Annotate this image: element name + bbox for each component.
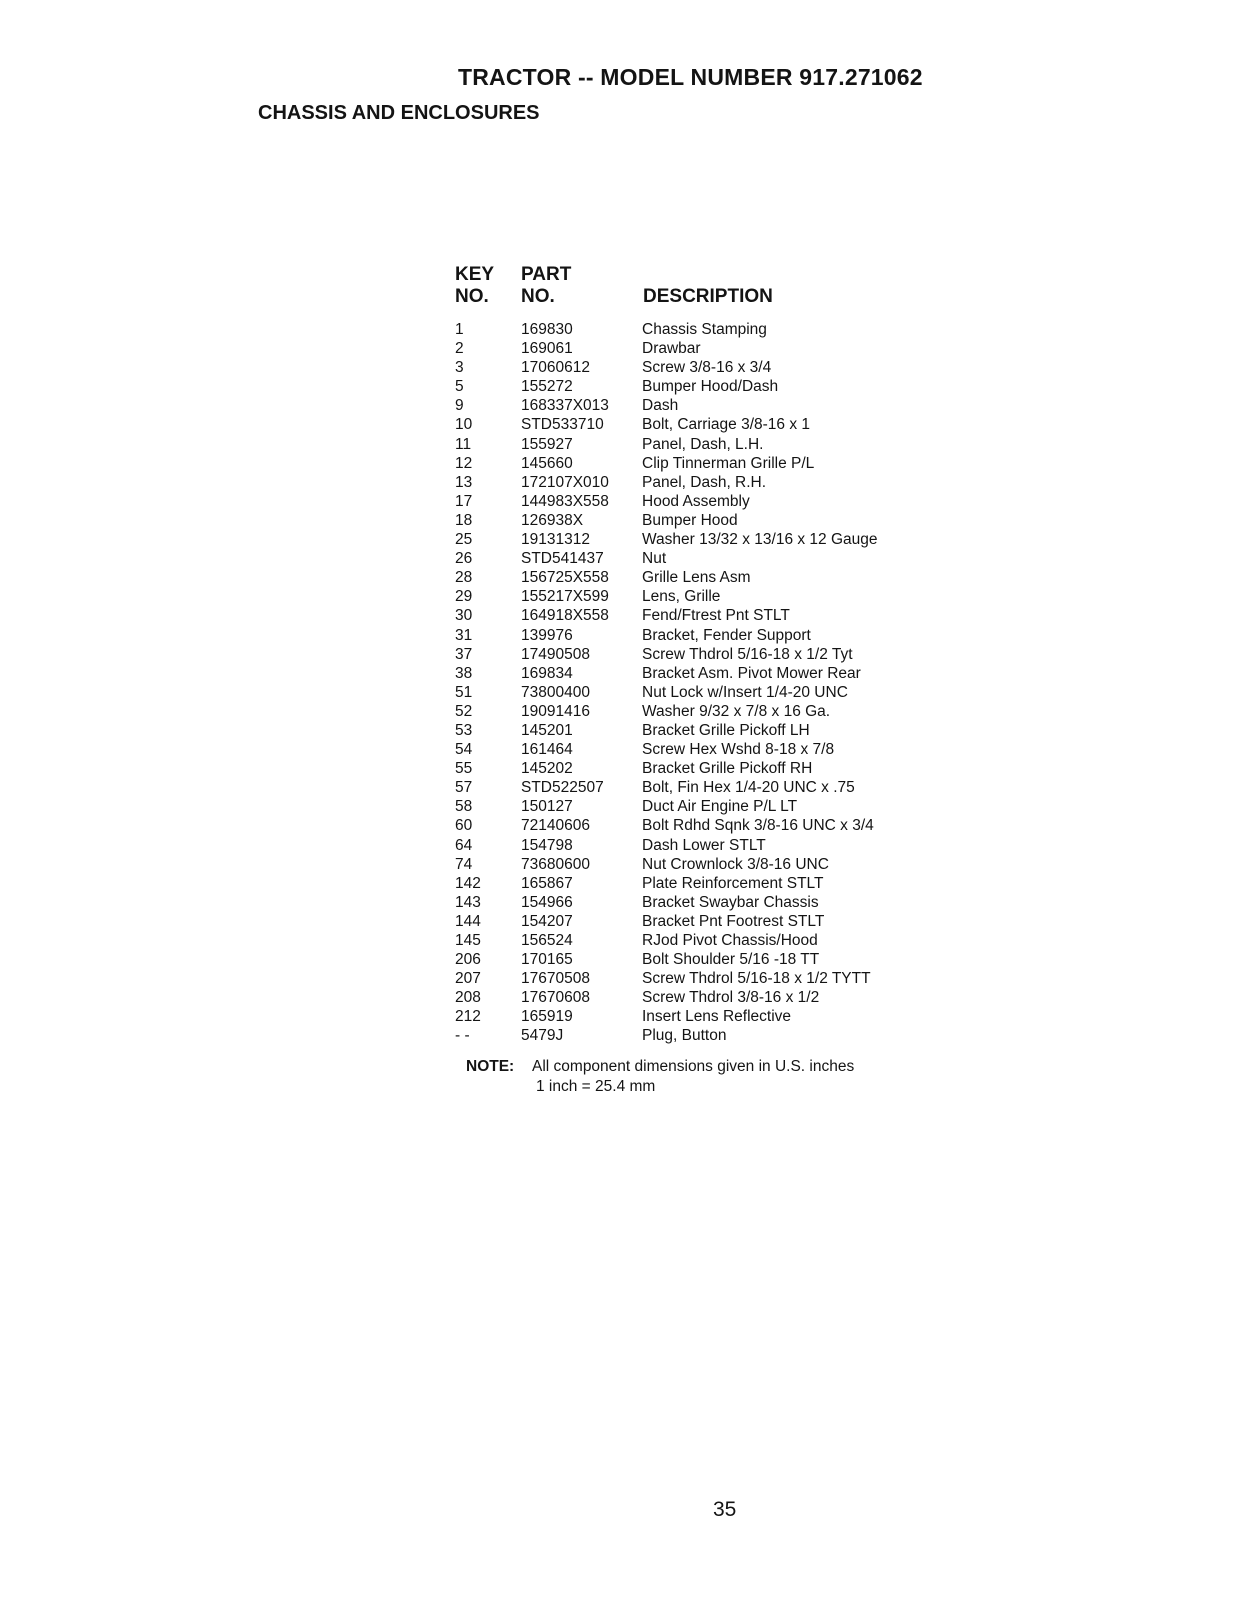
- key-no-cell: 55: [455, 760, 473, 778]
- note-text-line1: All component dimensions given in U.S. inches: [532, 1058, 855, 1075]
- description-cell: Drawbar: [642, 340, 701, 358]
- table-row: [455, 645, 955, 664]
- key-no-cell: 143: [455, 893, 481, 911]
- key-no-cell: 18: [455, 511, 473, 529]
- description-cell: Chassis Stamping: [642, 321, 767, 338]
- part-no-cell: 154798: [521, 836, 573, 854]
- table-row: [455, 320, 955, 339]
- table-row: [455, 874, 955, 893]
- description-cell: Dash Lower STLT: [642, 836, 766, 854]
- part-no-cell: 169830: [521, 321, 573, 338]
- key-no-header: [455, 264, 494, 308]
- description-header: DESCRIPTION: [643, 286, 773, 307]
- part-header-line2: NO.: [521, 286, 555, 307]
- part-no-cell: 139976: [521, 626, 573, 644]
- key-no-cell: 52: [455, 702, 473, 720]
- description-cell: Screw Thdrol 5/16-18 x 1/2 Tyt: [642, 645, 853, 663]
- table-row: [455, 1007, 955, 1026]
- part-no-cell: 17490508: [521, 645, 590, 663]
- description-cell: Clip Tinnerman Grille P/L: [642, 454, 815, 472]
- description-cell: Bracket Grille Pickoff RH: [642, 760, 813, 778]
- page-number: 35: [713, 1498, 737, 1521]
- key-no-cell: 17: [455, 492, 473, 510]
- key-header-line1: KEY: [455, 264, 495, 285]
- table-row: [455, 568, 955, 587]
- table-row: [455, 721, 955, 740]
- description-cell: Bolt, Fin Hex 1/4-20 UNC x .75: [642, 779, 855, 797]
- table-row: [455, 969, 955, 988]
- key-header-line2: NO.: [455, 286, 489, 307]
- description-cell: Insert Lens Reflective: [642, 1008, 792, 1026]
- table-row: [455, 473, 955, 492]
- key-no-cell: 38: [455, 664, 473, 682]
- part-no-cell: 145202: [521, 760, 573, 778]
- table-row: [455, 778, 955, 797]
- key-no-cell: 26: [455, 550, 473, 568]
- key-no-cell: 3: [455, 359, 464, 377]
- table-row: [455, 511, 955, 530]
- part-no-cell: 169061: [521, 340, 573, 358]
- key-no-cell: 13: [455, 473, 473, 491]
- description-cell: Bracket Grille Pickoff LH: [642, 721, 810, 739]
- key-no-cell: 145: [455, 932, 481, 949]
- part-no-cell: 170165: [521, 951, 573, 969]
- section-title: CHASSIS AND ENCLOSURES: [258, 102, 540, 124]
- note-text-line2: 1 inch = 25.4 mm: [536, 1078, 656, 1095]
- table-row: [455, 530, 955, 549]
- part-no-cell: 155217X599: [521, 588, 609, 606]
- part-no-cell: 164918X558: [521, 607, 609, 625]
- part-no-cell: 5479J: [521, 1027, 564, 1045]
- key-no-cell: 11: [455, 435, 472, 453]
- table-header: [455, 264, 955, 314]
- key-no-cell: 25: [455, 531, 473, 549]
- description-cell: Panel, Dash, R.H.: [642, 473, 767, 491]
- key-no-cell: 54: [455, 741, 473, 759]
- description-cell: Bumper Hood: [642, 511, 738, 529]
- table-row: [455, 797, 955, 816]
- key-no-cell: 29: [455, 588, 473, 606]
- key-no-cell: 60: [455, 817, 473, 835]
- description-cell: Plug, Button: [642, 1027, 727, 1045]
- table-row: [455, 759, 955, 778]
- part-no-cell: 145660: [521, 454, 573, 472]
- description-cell: Screw Thdrol 5/16-18 x 1/2 TYTT: [642, 970, 871, 988]
- description-cell: Bracket Asm. Pivot Mower Rear: [642, 664, 861, 682]
- description-cell: Screw Hex Wshd 8-18 x 7/8: [642, 741, 835, 759]
- part-no-cell: 155927: [521, 435, 573, 453]
- description-cell: Grille Lens Asm: [642, 569, 751, 587]
- key-no-cell: 142: [455, 874, 481, 892]
- table-row: [455, 931, 955, 950]
- key-no-cell: - -: [455, 1027, 470, 1045]
- description-cell: Dash: [642, 397, 679, 415]
- key-no-cell: 37: [455, 645, 473, 663]
- table-row: [455, 912, 955, 931]
- description-cell: Washer 13/32 x 13/16 x 12 Gauge: [642, 531, 878, 549]
- key-no-cell: 212: [455, 1008, 481, 1026]
- key-no-cell: 57: [455, 779, 473, 797]
- description-cell: Nut Lock w/Insert 1/4-20 UNC: [642, 683, 848, 701]
- description-cell: Bumper Hood/Dash: [642, 378, 779, 396]
- key-no-cell: 58: [455, 798, 473, 816]
- part-no-header: [521, 264, 571, 308]
- part-no-cell: 73800400: [521, 683, 590, 701]
- description-cell: Nut Crownlock 3/8-16 UNC: [642, 855, 829, 873]
- table-row: [455, 549, 955, 568]
- part-no-cell: 19091416: [521, 702, 590, 720]
- part-no-cell: 165867: [521, 874, 573, 892]
- description-cell: Bolt, Carriage 3/8-16 x 1: [642, 416, 811, 434]
- parts-table: [455, 264, 955, 1045]
- table-row: [455, 664, 955, 683]
- description-cell: Screw Thdrol 3/8-16 x 1/2: [642, 989, 820, 1007]
- part-no-cell: STD541437: [521, 550, 604, 568]
- part-no-cell: STD533710: [521, 416, 604, 434]
- part-no-cell: 154966: [521, 893, 573, 911]
- description-cell: Plate Reinforcement STLT: [642, 874, 824, 892]
- key-no-cell: 144: [455, 912, 481, 930]
- table-row: [455, 893, 955, 912]
- key-no-cell: 9: [455, 397, 464, 415]
- description-cell: Washer 9/32 x 7/8 x 16 Ga.: [642, 702, 831, 720]
- key-no-cell: 5: [455, 378, 464, 396]
- table-row: [455, 626, 955, 645]
- part-no-cell: 155272: [521, 378, 573, 396]
- part-no-cell: 172107X010: [521, 473, 609, 491]
- key-no-cell: 64: [455, 836, 473, 854]
- page-title: TRACTOR -- MODEL NUMBER 917.271062: [458, 64, 923, 90]
- table-row: [455, 1026, 955, 1045]
- description-cell: Nut: [642, 550, 667, 568]
- description-cell: RJod Pivot Chassis/Hood: [642, 932, 818, 949]
- table-row: [455, 988, 955, 1007]
- part-no-cell: 154207: [521, 912, 573, 930]
- part-no-cell: 17060612: [521, 359, 590, 377]
- table-row: [455, 855, 955, 874]
- key-no-cell: 28: [455, 569, 473, 587]
- part-no-cell: 17670608: [521, 989, 590, 1007]
- key-no-cell: 207: [455, 970, 481, 988]
- description-cell: Bracket Pnt Footrest STLT: [642, 912, 825, 930]
- key-no-cell: 74: [455, 855, 473, 873]
- description-cell: Hood Assembly: [642, 492, 750, 510]
- description-cell: Fend/Ftrest Pnt STLT: [642, 607, 790, 625]
- part-no-cell: 144983X558: [521, 492, 609, 510]
- table-row: [455, 740, 955, 759]
- table-row: [455, 587, 955, 606]
- description-cell: Duct Air Engine P/L LT: [642, 798, 798, 816]
- part-no-cell: 168337X013: [521, 397, 609, 415]
- key-no-cell: 51: [455, 683, 473, 701]
- description-cell: Bolt Shoulder 5/16 -18 TT: [642, 951, 820, 969]
- table-row: [455, 950, 955, 969]
- table-row: [455, 358, 955, 377]
- key-no-cell: 53: [455, 721, 473, 739]
- description-cell: Bracket Swaybar Chassis: [642, 893, 819, 911]
- key-no-cell: 30: [455, 607, 473, 625]
- part-no-cell: 165919: [521, 1008, 573, 1026]
- table-row: [455, 339, 955, 358]
- part-no-cell: 156725X558: [521, 569, 609, 587]
- table-body: [455, 320, 955, 1046]
- table-row: [455, 454, 955, 473]
- key-no-cell: 2: [455, 340, 464, 358]
- part-no-cell: 19131312: [521, 531, 590, 549]
- table-row: [455, 816, 955, 835]
- part-no-cell: 145201: [521, 721, 573, 739]
- table-row: [455, 396, 955, 415]
- table-row: [455, 492, 955, 511]
- part-no-cell: 72140606: [521, 817, 590, 835]
- description-cell: Panel, Dash, L.H.: [642, 435, 764, 453]
- description-cell: Bracket, Fender Support: [642, 626, 811, 644]
- part-no-cell: STD522507: [521, 779, 604, 797]
- part-no-cell: 169834: [521, 664, 573, 682]
- part-no-cell: 126938X: [521, 511, 584, 529]
- table-row: [455, 702, 955, 721]
- table-row: [455, 836, 955, 855]
- table-row: [455, 377, 955, 396]
- description-cell: Bolt Rdhd Sqnk 3/8-16 UNC x 3/4: [642, 817, 874, 835]
- part-no-cell: 161464: [521, 741, 573, 759]
- part-no-cell: 150127: [521, 798, 573, 816]
- key-no-cell: 12: [455, 454, 473, 472]
- key-no-cell: 1: [455, 321, 464, 338]
- key-no-cell: 206: [455, 951, 481, 969]
- key-no-cell: 10: [455, 416, 473, 434]
- description-cell: Screw 3/8-16 x 3/4: [642, 359, 772, 377]
- table-row: [455, 415, 955, 434]
- key-no-cell: 31: [455, 626, 473, 644]
- key-no-cell: 208: [455, 989, 481, 1007]
- part-header-line1: PART: [521, 264, 572, 285]
- table-row: [455, 683, 955, 702]
- part-no-cell: 156524: [521, 932, 573, 949]
- part-no-cell: 73680600: [521, 855, 590, 873]
- part-no-cell: 17670508: [521, 970, 590, 988]
- description-cell: Lens, Grille: [642, 588, 721, 606]
- table-row: [455, 435, 955, 454]
- note-label: NOTE:: [466, 1058, 515, 1075]
- table-row: [455, 606, 955, 625]
